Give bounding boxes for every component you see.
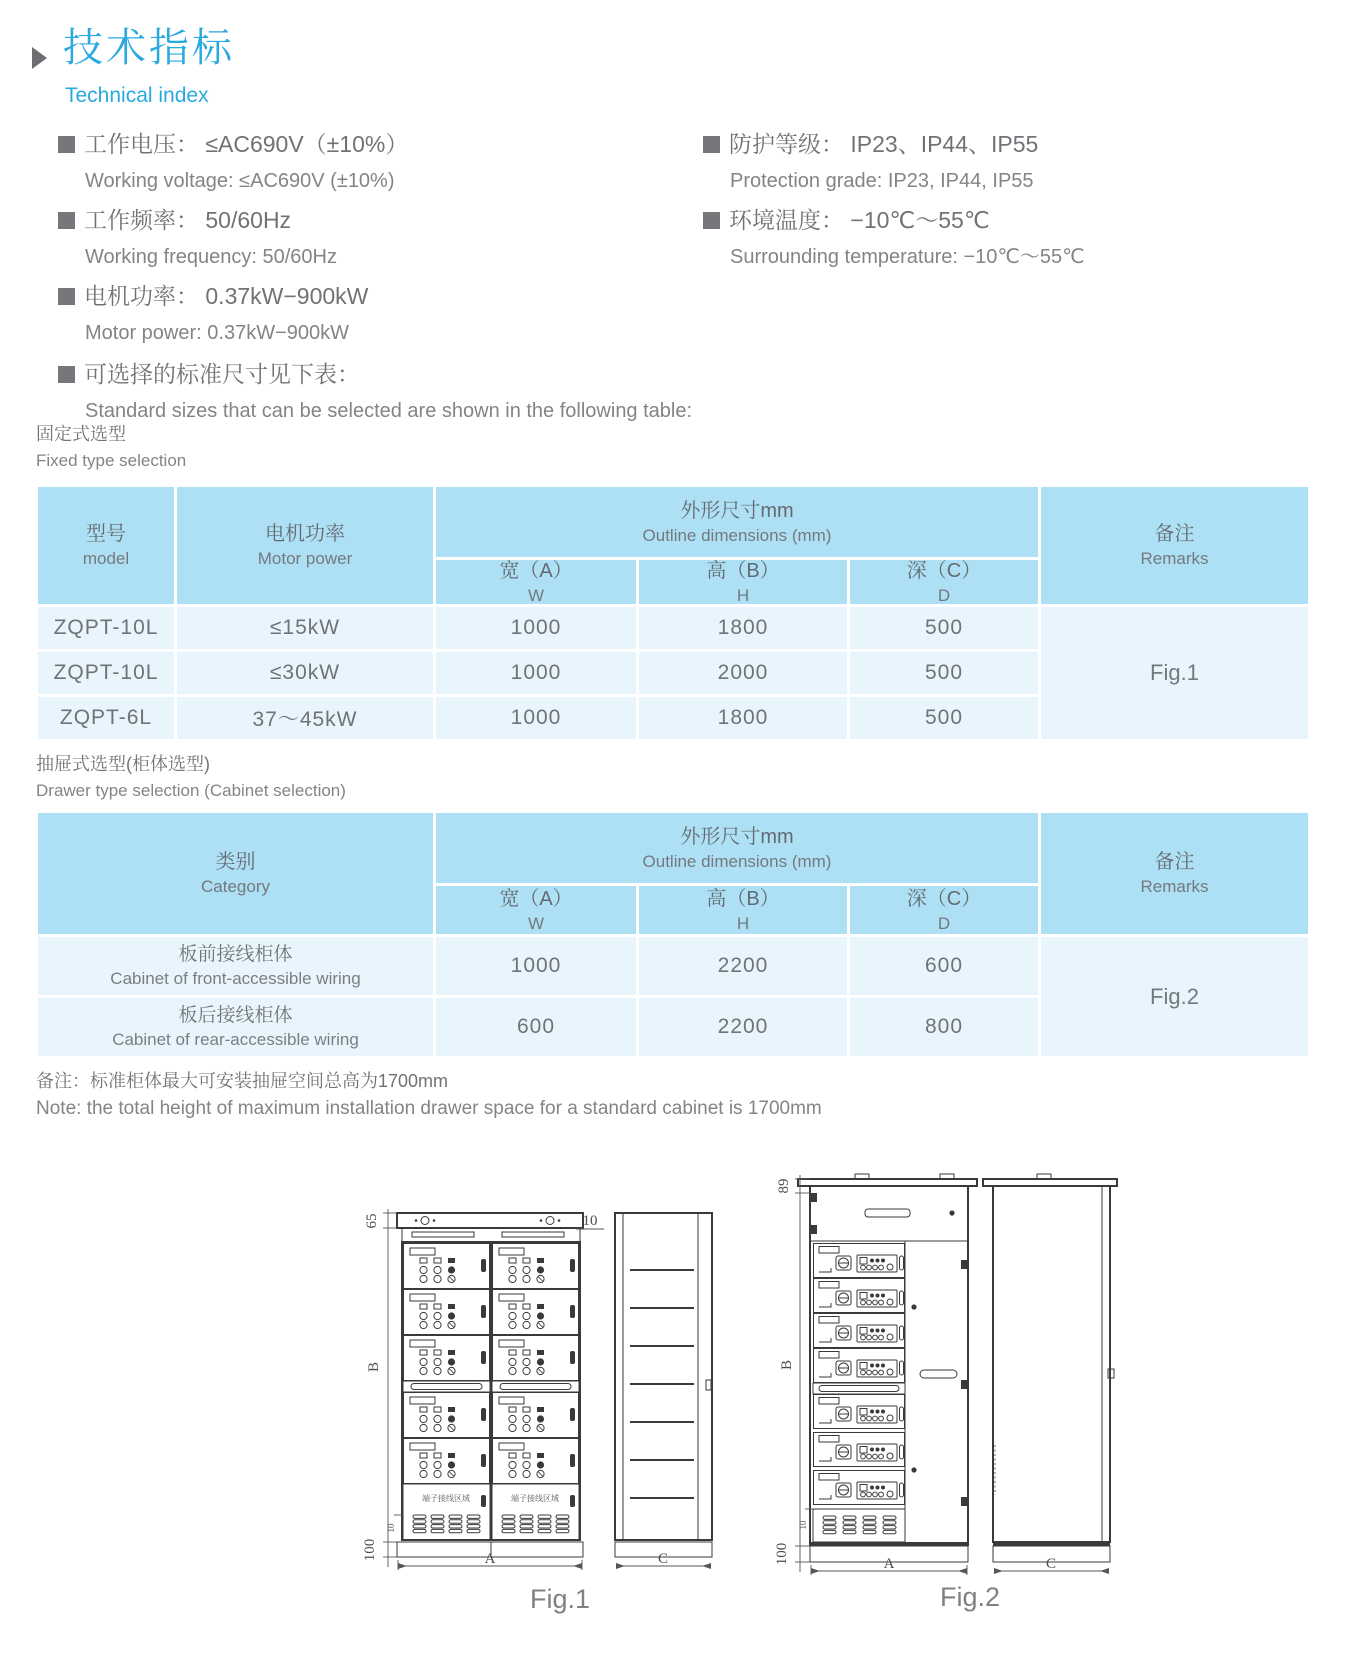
spec-cn-text: 工作频率： 50/60Hz — [84, 207, 292, 233]
spec-en-text: Protection grade: IP23, IP44, IP55 — [730, 170, 1034, 192]
fig2-drawing — [755, 1165, 1150, 1620]
square-bullet-icon — [703, 136, 720, 153]
drawer-type-section-label — [36, 751, 346, 804]
section-label-en: Drawer type selection (Cabinet selection) — [36, 781, 346, 800]
fig1-side-view — [615, 1213, 712, 1557]
fig1-terminal-label: 端子接线区域 — [511, 1494, 559, 1503]
fig1-dim-cap: 65 — [364, 1213, 380, 1229]
table-cell-height: 2200 — [639, 998, 847, 1056]
fig1-terminal-label: 端子接线区域 — [422, 1494, 470, 1503]
table-cell-height: 2000 — [639, 652, 847, 694]
table-cell-width: 1000 — [436, 607, 636, 649]
spec-en-text: Standard sizes that can be selected are shown in the following table: — [85, 400, 693, 422]
page-subtitle: Technical index — [65, 84, 209, 107]
spec-surrounding-temperature — [703, 202, 1343, 276]
square-bullet-icon — [58, 288, 75, 305]
spec-en-text: Working voltage: ≤AC690V (±10%) — [85, 170, 395, 192]
col-header-model: 型号 model — [38, 487, 174, 604]
spec-column-left — [58, 126, 718, 432]
fig2-dim-vent: 10 — [798, 1520, 808, 1530]
table-cell-width: 600 — [436, 998, 636, 1056]
fig2-dim-body: B — [779, 1359, 795, 1371]
spec-cn-text: 防护等级： IP23、IP44、IP55 — [729, 131, 1039, 157]
table-cell-power: 37～45kW — [177, 697, 433, 739]
fig2-caption: Fig.2 — [939, 1582, 1001, 1612]
spec-cn-text: 电机功率： 0.37kW−900kW — [84, 283, 369, 309]
fig1-caption: Fig.1 — [529, 1584, 591, 1614]
spec-en-text: Surrounding temperature: −10℃～55℃ — [730, 246, 1085, 268]
table-cell-model: ZQPT-10L — [38, 607, 174, 649]
square-bullet-icon — [703, 212, 720, 229]
fig2-dim-depth: C — [1045, 1556, 1057, 1572]
spec-working-voltage — [58, 126, 718, 200]
fig2-front-view — [798, 1174, 977, 1562]
table-cell-depth: 500 — [850, 697, 1038, 739]
table-cell-height: 1800 — [639, 607, 847, 649]
table-cell-depth: 500 — [850, 607, 1038, 649]
fixed-type-table — [38, 487, 1308, 739]
spec-protection-grade — [703, 126, 1343, 200]
col-header-depth: 深（C） D — [850, 560, 1038, 604]
col-header-height: 高（B） H — [639, 560, 847, 604]
fig1-dim-vent: 10 — [386, 1523, 396, 1533]
spec-en-text: Motor power: 0.37kW−900kW — [85, 322, 349, 344]
col-header-category: 类别 Category — [38, 813, 433, 934]
footnote-en: Note: the total height of maximum installation drawer space for a standard cabinet is 1700mm — [36, 1098, 822, 1119]
col-header-remarks: 备注 Remarks — [1041, 487, 1308, 604]
fig1-dim-strip: 10 — [582, 1213, 598, 1229]
footnote-cn: 备注：标准柜体最大可安装抽屉空间总高为1700mm — [36, 1071, 449, 1091]
spec-cn-text: 环境温度： −10℃～55℃ — [729, 207, 990, 233]
fig1-dim-plinth: 100 — [362, 1538, 378, 1562]
square-bullet-icon — [58, 366, 75, 383]
fig2-dim-width: A — [883, 1556, 895, 1572]
fig2-side-view — [983, 1174, 1117, 1562]
section-label-en: Fixed type selection — [36, 451, 187, 470]
table-cell-remarks: Fig.1 — [1041, 607, 1308, 739]
table-cell-depth: 600 — [850, 937, 1038, 995]
col-header-outline-dimensions: 外形尺寸mm Outline dimensions (mm) — [436, 487, 1038, 557]
table-cell-power: ≤30kW — [177, 652, 433, 694]
fig1-dim-depth: C — [657, 1551, 669, 1567]
square-bullet-icon — [58, 136, 75, 153]
fig2-dim-plinth: 100 — [774, 1542, 790, 1566]
table-cell-width: 1000 — [436, 937, 636, 995]
col-header-remarks: 备注 Remarks — [1041, 813, 1308, 934]
table-cell-depth: 800 — [850, 998, 1038, 1056]
spec-column-right — [703, 126, 1343, 278]
spec-en-text: Working frequency: 50/60Hz — [85, 246, 337, 268]
spec-standard-sizes — [58, 356, 718, 430]
fig1-dim-body: B — [366, 1361, 382, 1373]
table-cell-model: ZQPT-6L — [38, 697, 174, 739]
square-bullet-icon — [58, 212, 75, 229]
col-header-motor-power: 电机功率 Motor power — [177, 487, 433, 604]
table-cell-power: ≤15kW — [177, 607, 433, 649]
col-header-outline-dimensions: 外形尺寸mm Outline dimensions (mm) — [436, 813, 1038, 883]
drawer-type-table — [38, 813, 1308, 1056]
col-header-width: 宽（A） W — [436, 886, 636, 934]
table-cell-category: 板后接线柜体 Cabinet of rear-accessible wiring — [38, 998, 433, 1056]
fig2-dim-cap: 89 — [776, 1178, 792, 1194]
fig1-drawing — [350, 1195, 730, 1605]
col-header-width: 宽（A） W — [436, 560, 636, 604]
table-cell-remarks: Fig.2 — [1041, 937, 1308, 1056]
table-cell-category: 板前接线柜体 Cabinet of front-accessible wiring — [38, 937, 433, 995]
col-header-depth: 深（C） D — [850, 886, 1038, 934]
table-cell-width: 1000 — [436, 697, 636, 739]
spec-cn-text: 工作电压： ≤AC690V（±10%） — [84, 131, 409, 157]
section-arrow-icon — [32, 47, 47, 69]
table-cell-model: ZQPT-10L — [38, 652, 174, 694]
fixed-type-section-label — [36, 421, 186, 474]
table-cell-height: 2200 — [639, 937, 847, 995]
fig1-front-view — [397, 1213, 583, 1557]
spec-working-frequency — [58, 202, 718, 276]
section-label-cn: 固定式选型 — [36, 424, 126, 444]
col-header-height: 高（B） H — [639, 886, 847, 934]
spec-motor-power — [58, 278, 718, 352]
table-cell-height: 1800 — [639, 697, 847, 739]
table-cell-depth: 500 — [850, 652, 1038, 694]
footnote — [36, 1068, 822, 1122]
section-label-cn: 抽屉式选型(柜体选型) — [36, 754, 210, 774]
fig2-dimensions — [774, 1175, 1109, 1575]
spec-cn-text: 可选择的标准尺寸见下表： — [84, 361, 360, 387]
fig1-dim-width: A — [484, 1551, 496, 1567]
table-cell-width: 1000 — [436, 652, 636, 694]
page-title: 技术指标 — [63, 26, 235, 70]
